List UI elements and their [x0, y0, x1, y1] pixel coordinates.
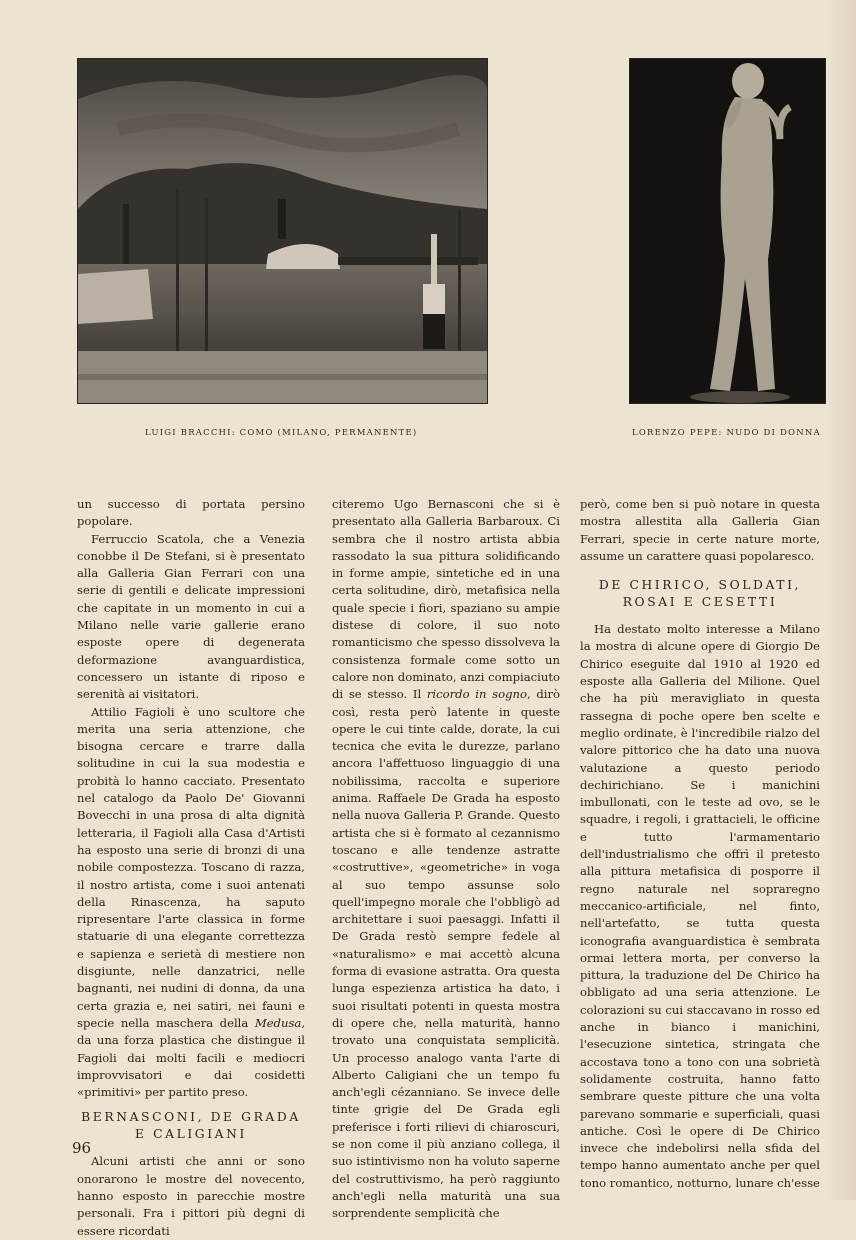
page-fold-shadow [826, 0, 856, 1200]
col3-paragraph: però, come ben si può notare in questa mostra allestita alla Galleria Gian Ferrari, specie in certe nature morte, assume un carattere quasi popolaresco. [580, 497, 820, 563]
italic-title: Medusa [254, 1015, 302, 1030]
col1-paragraph [77, 704, 305, 1102]
col3-paragraph: Ha destato molto interesse a Milano la mostra di alcune opere di Giorgio De Chirico eseguite dal 1910 al 1920 ed esposte alla Galleria del Milione. Quel che ha più meravigliato in questa rassegna di poche opere ben scelte e meglio ordinate, è l'incredibile rialzo del valore pittorico che ha dato una nuova valutazione a questo periodo dechirichiano. Se i manichini imbullonati, con le teste ad ovo, se le squadre, i regoli, i grattacieli, le officine e tutto l'armamentario dell'industrialismo che offrì il pretesto alla pittura metafisica di posporre il regno naturale nel sopraregno meccanico-artificiale, nel finto, nell'artefatto, se tutta questa iconografia avanguardistica è sembrata ormai lettera morta, per converso la pittura, la traduzione del De Chirico ha obbligato ad una seria attenzione. Le colorazioni su cui staccavano in rosso ed anche in bianco i manichini, l'esecuzione sintetica, stringata che accostava tono a tono con una sobrietà solidamente costruita, hanno fatto sembrare queste pitture che una volta parevano sommarie e superficiali, quasi antiche. Così le opere di De Chirico invece che indebolirsi nella sfida del tempo hanno aumentato anche per quel tono romantico, notturno, lunare ch'esse [580, 622, 820, 1190]
column-3 [580, 496, 820, 1192]
column-1 [77, 496, 305, 1240]
italic-title: ricordo in sogno [426, 687, 527, 702]
section-heading: DE CHIRICO, SOLDATI, ROSAI E CESETTI [598, 578, 802, 610]
painting-como-image [77, 58, 488, 404]
sculpture-nude-image [629, 58, 826, 404]
col1-paragraph: Alcuni artisti che anni or sono onorarono le mostre del novecento, hanno esposto in parecchie mostre personali. Fra i pittori più degni di essere ricordati [77, 1154, 305, 1238]
text-run: Attilio Fagioli è uno scultore che merita una seria attenzione, che bisogna cercare e trarre dalla solitudine in cui la sua modestia e probità lo hanno cacciato. Presentato nel catalogo da Paolo De' Giovanni Bovecchi in una prosa di alta dignità letteraria, il Fagioli alla Casa d'Artisti ha esposto una serie di bronzi di una nobile compostezza. Toscano di razza, il nostro artista, come i suoi antenati della Rinascenza, ha saputo ripresentare l'arte classica in forme statuarie di una elegante correttezza e sapienza e serietà di mestiere non disgiunte, nelle danzatrici, nelle bagnanti, nei nudini di donna, da una certa grazia e, nei satiri, nei fauni e specie nella maschera della [77, 704, 305, 1030]
text-run: , da una forza plastica che distingue il Fagioli dai molti facili e mediocri improvvisatori e dai cosidetti «primitivi» per partito preso. [77, 1015, 305, 1100]
right-figure-caption: LORENZO PEPE: NUDO DI DONNA [632, 428, 821, 438]
section-heading: BERNASCONI, DE GRADA E CALIGIANI [81, 1110, 301, 1142]
text-run: citeremo Ugo Bernasconi che si è presentato alla Galleria Barbaroux. Ci sembra che il nostro artista abbia rassodato la sua pittura solidificando in forme ampie, sintetiche ed in una certa solitudine, dirò, metafisica nella quale specie i fiori, spaziano su ampie distese di colore, il suo noto romanticismo che spesso dissolveva la consistenza formale come sotto un calore non dominato, anzi compiaciuto di se stesso. Il [332, 497, 560, 702]
col1-paragraph: un successo di portata persino popolare. [77, 497, 305, 529]
column-2 [332, 496, 560, 1222]
page-number: 96 [72, 1139, 92, 1157]
text-run: , dirò così, resta però latente in queste opere le cui tinte calde, dorate, la cui tecnica che evita le durezze, parlano ancora l'affettuoso linguaggio di una nobilissima, raccolta e superiore anima. Raffaele De Grada ha esposto nella nuova Galleria P. Grande. Questo artista che si è formato al cezannismo toscano e alle tendenze astratte «costruttive», «geometriche» in voga al suo tempo assunse solo quell'impegno morale che l'obbligò ad architettare i suoi paesaggi. Infatti il De Grada restò sempre fedele al «naturalismo» e mai accettò alcuna forma di evasione astratta. Ora questa lunga espezienza artistica ha dato, i suoi risultati potenti in questa mostra di opere che, nella maturità, hanno trovato una conquistata semplicità. Un processo analogo vanta l'arte di Alberto Caligiani che un tempo fu anch'egli cézanniano. Se invece delle tinte grigie del De Grada egli preferisce i forti rilievi di chiaroscuri, se non come il più anziano collega, il suo istintivismo non ha voluto saperne del costruttivismo, ha però raggiunto anch'egli nella maturità una sua sorprendente semplicità che [332, 687, 560, 1221]
left-figure-caption: LUIGI BRACCHI: COMO (MILANO, PERMANENTE) [145, 428, 418, 438]
col2-paragraph [332, 496, 560, 1222]
col1-paragraph: Ferruccio Scatola, che a Venezia conobbe il De Stefani, si è presentato alla Galleria Gian Ferrari con una serie di gentili e delicate impressioni che capitate in un momento in cui a Milano nelle varie gallerie erano esposte opere di degenerata deformazione avanguardistica, concessero un istante di riposo e serenità ai visitatori. [77, 531, 305, 702]
